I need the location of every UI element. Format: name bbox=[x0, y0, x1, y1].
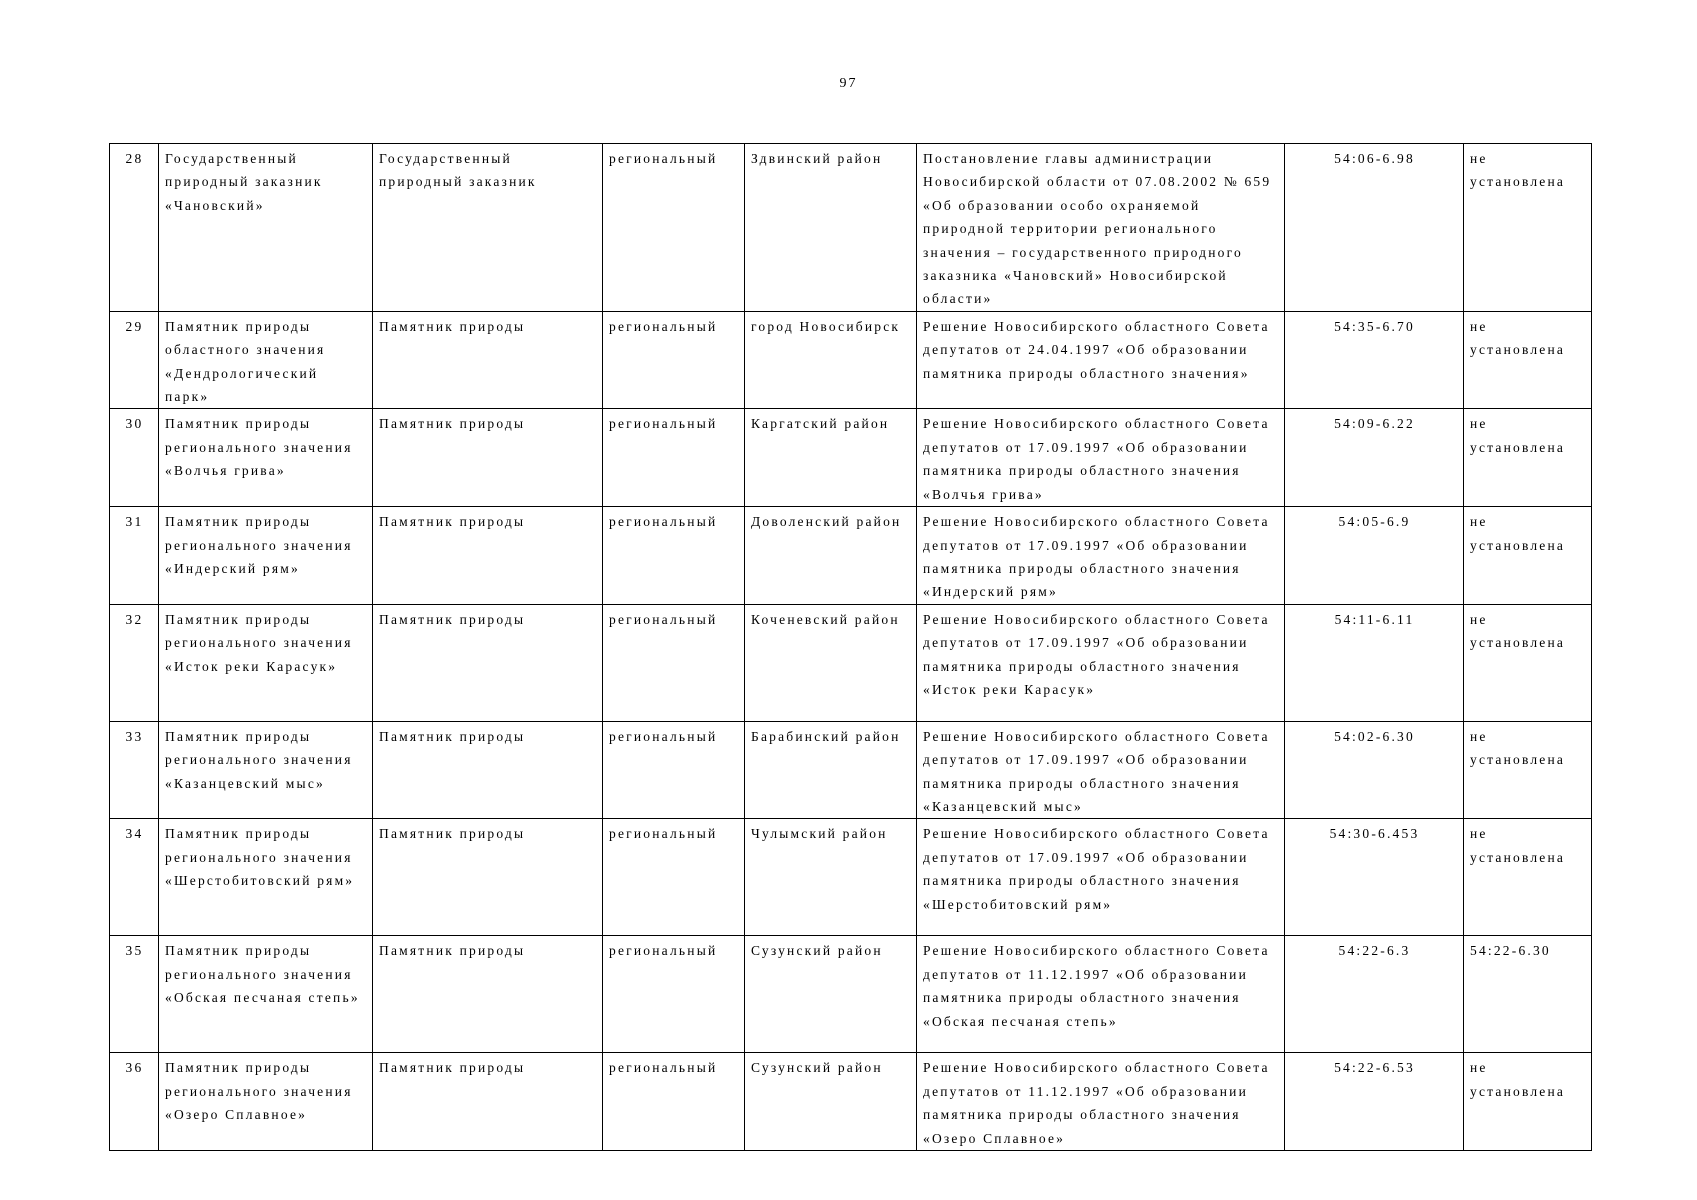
table-row bbox=[110, 311, 1592, 409]
row-number: 29 bbox=[110, 311, 159, 409]
table-row bbox=[110, 721, 1592, 819]
registry-code: 54:05-6.9 bbox=[1285, 507, 1464, 605]
row-number: 30 bbox=[110, 409, 159, 507]
page-number: 97 bbox=[839, 76, 858, 91]
area-category: Памятник природы bbox=[373, 936, 603, 1053]
area-name: Памятник природы регионального значения «Исток реки Карасук» bbox=[159, 604, 373, 721]
area-name: Государственный природный заказник «Чановский» bbox=[159, 144, 373, 312]
area-significance: региональный bbox=[603, 1053, 745, 1151]
area-significance: региональный bbox=[603, 311, 745, 409]
boundary-status: не установлена bbox=[1464, 819, 1592, 936]
registry-code: 54:30-6.453 bbox=[1285, 819, 1464, 936]
area-location: Каргатский район bbox=[745, 409, 917, 507]
founding-document: Решение Новосибирского областного Совета депутатов от 11.12.1997 «Об образовании памятника природы областного значения «Озеро Сплавное» bbox=[917, 1053, 1285, 1151]
area-location: Сузунский район bbox=[745, 1053, 917, 1151]
area-significance: региональный bbox=[603, 819, 745, 936]
boundary-status: не установлена bbox=[1464, 311, 1592, 409]
table-row bbox=[110, 819, 1592, 936]
registry-code: 54:06-6.98 bbox=[1285, 144, 1464, 312]
area-location: Доволенский район bbox=[745, 507, 917, 605]
area-category: Памятник природы bbox=[373, 1053, 603, 1151]
founding-document: Решение Новосибирского областного Совета депутатов от 17.09.1997 «Об образовании памятника природы областного значения «Казанцевский мыс» bbox=[917, 721, 1285, 819]
founding-document: Решение Новосибирского областного Совета депутатов от 11.12.1997 «Об образовании памятника природы областного значения «Обская песчаная степь» bbox=[917, 936, 1285, 1053]
row-number: 31 bbox=[110, 507, 159, 605]
registry-code: 54:22-6.53 bbox=[1285, 1053, 1464, 1151]
area-name: Памятник природы областного значения «Дендрологический парк» bbox=[159, 311, 373, 409]
boundary-status: не установлена bbox=[1464, 409, 1592, 507]
area-category: Памятник природы bbox=[373, 819, 603, 936]
boundary-status: не установлена bbox=[1464, 721, 1592, 819]
area-name: Памятник природы регионального значения «Казанцевский мыс» bbox=[159, 721, 373, 819]
founding-document: Решение Новосибирского областного Совета депутатов от 17.09.1997 «Об образовании памятника природы областного значения «Исток реки Карасук» bbox=[917, 604, 1285, 721]
area-category: Памятник природы bbox=[373, 507, 603, 605]
table-row bbox=[110, 604, 1592, 721]
area-significance: региональный bbox=[603, 604, 745, 721]
area-category: Памятник природы bbox=[373, 311, 603, 409]
founding-document: Постановление главы администрации Новосибирской области от 07.08.2002 № 659 «Об образовании особо охраняемой природной территории регионального значения – государственного природного заказника «Чановский» Новосибирской области» bbox=[917, 144, 1285, 312]
area-name: Памятник природы регионального значения «Шерстобитовский рям» bbox=[159, 819, 373, 936]
area-location: Барабинский район bbox=[745, 721, 917, 819]
row-number: 34 bbox=[110, 819, 159, 936]
table-row bbox=[110, 507, 1592, 605]
row-number: 35 bbox=[110, 936, 159, 1053]
area-name: Памятник природы регионального значения «Обская песчаная степь» bbox=[159, 936, 373, 1053]
area-significance: региональный bbox=[603, 936, 745, 1053]
area-category: Памятник природы bbox=[373, 721, 603, 819]
registry-code: 54:35-6.70 bbox=[1285, 311, 1464, 409]
boundary-status: не установлена bbox=[1464, 604, 1592, 721]
boundary-status: 54:22-6.30 bbox=[1464, 936, 1592, 1053]
area-significance: региональный bbox=[603, 409, 745, 507]
table-row bbox=[110, 1053, 1592, 1151]
row-number: 33 bbox=[110, 721, 159, 819]
boundary-status: не установлена bbox=[1464, 144, 1592, 312]
boundary-status: не установлена bbox=[1464, 507, 1592, 605]
founding-document: Решение Новосибирского областного Совета депутатов от 24.04.1997 «Об образовании памятника природы областного значения» bbox=[917, 311, 1285, 409]
area-location: город Новосибирск bbox=[745, 311, 917, 409]
area-location: Сузунский район bbox=[745, 936, 917, 1053]
area-significance: региональный bbox=[603, 507, 745, 605]
area-category: Государственный природный заказник bbox=[373, 144, 603, 312]
area-location: Здвинский район bbox=[745, 144, 917, 312]
protected-areas-table bbox=[109, 143, 1592, 1151]
founding-document: Решение Новосибирского областного Совета депутатов от 17.09.1997 «Об образовании памятника природы областного значения «Волчья грива» bbox=[917, 409, 1285, 507]
row-number: 36 bbox=[110, 1053, 159, 1151]
table-row bbox=[110, 936, 1592, 1053]
area-location: Коченевский район bbox=[745, 604, 917, 721]
area-location: Чулымский район bbox=[745, 819, 917, 936]
founding-document: Решение Новосибирского областного Совета депутатов от 17.09.1997 «Об образовании памятника природы областного значения «Индерский рям» bbox=[917, 507, 1285, 605]
registry-code: 54:11-6.11 bbox=[1285, 604, 1464, 721]
area-name: Памятник природы регионального значения «Индерский рям» bbox=[159, 507, 373, 605]
row-number: 32 bbox=[110, 604, 159, 721]
registry-code: 54:09-6.22 bbox=[1285, 409, 1464, 507]
area-significance: региональный bbox=[603, 144, 745, 312]
table-row bbox=[110, 144, 1592, 312]
registry-code: 54:22-6.3 bbox=[1285, 936, 1464, 1053]
row-number: 28 bbox=[110, 144, 159, 312]
area-category: Памятник природы bbox=[373, 409, 603, 507]
table-row bbox=[110, 409, 1592, 507]
founding-document: Решение Новосибирского областного Совета депутатов от 17.09.1997 «Об образовании памятника природы областного значения «Шерстобитовский рям» bbox=[917, 819, 1285, 936]
area-name: Памятник природы регионального значения «Волчья грива» bbox=[159, 409, 373, 507]
area-significance: региональный bbox=[603, 721, 745, 819]
boundary-status: не установлена bbox=[1464, 1053, 1592, 1151]
area-category: Памятник природы bbox=[373, 604, 603, 721]
registry-code: 54:02-6.30 bbox=[1285, 721, 1464, 819]
area-name: Памятник природы регионального значения «Озеро Сплавное» bbox=[159, 1053, 373, 1151]
